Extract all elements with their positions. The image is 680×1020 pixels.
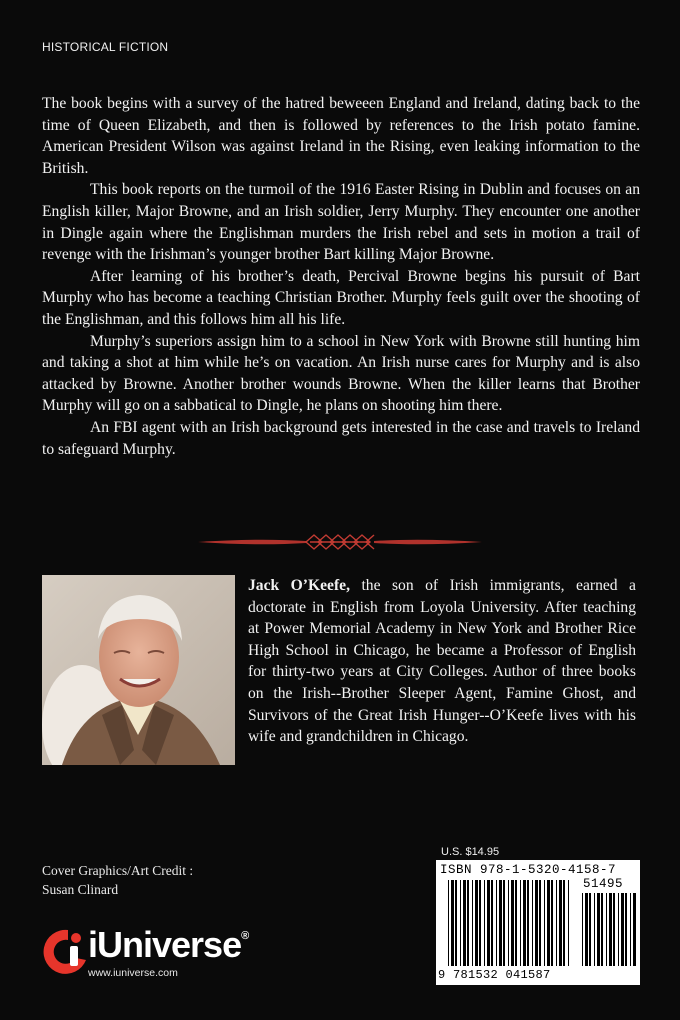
art-credit — [42, 861, 193, 899]
price-label: U.S. $14.95 — [441, 846, 500, 858]
description-paragraph: Murphy’s superiors assign him to a school in New York with Browne still hunting him and taking a shot at him while he’s on vacation. An Irish nurse cares for Murphy and is also attacked by Browne. Another brother wounds Browne. When the killer learns that Brother Murphy will go on a sabbatical to Dingle, he plans on shooting him there. — [42, 332, 640, 415]
author-photo — [42, 575, 235, 765]
ornamental-divider — [198, 532, 482, 552]
author-bio-text: the son of Irish immigrants, earned a doctorate in English from Loyola University. After teaching at Power Memorial Academy in New York and Brother Rice High School in Chicago, he became a Professor of English for thirty-two years at City Colleges. Author of three books on the Irish--Brother Sleeper Agent, Famine Ghost, and Survivors of the Great Irish Hunger--O’Keefe lives with his wife and grandchildren in Chicago. — [248, 577, 636, 746]
book-description — [42, 93, 640, 460]
description-paragraph: After learning of his brother’s death, Percival Browne begins his pursuit of Bart Murphy who has become a teaching Christian Brother. Murphy feels guilt over the shooting of the Englishman, and this follows him all his life. — [42, 267, 640, 328]
art-credit-label: Cover Graphics/Art Credit : — [42, 863, 194, 878]
iuniverse-swirl-icon — [42, 926, 88, 976]
description-paragraph: The book begins with a survey of the hatred beweeen England and Ireland, dating back to the time of Queen Elizabeth, and then is followed by references to the Irish potato famine. American President Wilson was against Ireland in the Rising, even leaking information to the British. — [42, 95, 640, 177]
publisher-logo — [42, 922, 282, 984]
art-credit-name: Susan Clinard — [42, 882, 119, 897]
isbn-text: ISBN 978-1-5320-4158-7 — [440, 863, 617, 877]
author-bio — [248, 575, 636, 748]
ean-digits: 9 781532 041587 — [438, 968, 551, 982]
author-name: Jack O’Keefe, — [248, 577, 350, 594]
publisher-name: iUniverse® — [88, 924, 249, 965]
description-paragraph: This book reports on the turmoil of the 1916 Easter Rising in Dublin and focuses on an English killer, Major Browne, and an Irish soldier, Jerry Murphy. They encounter one another in Dingle again where the Englishman murders the Irish rebel and sets in motion a trail of revenge with the Irishman’s younger brother Bart killing Major Browne. — [42, 181, 640, 264]
price-addon-digits: 51495 — [583, 877, 624, 891]
publisher-url: www.iuniverse.com — [88, 967, 178, 979]
genre-label: HISTORICAL FICTION — [42, 40, 169, 54]
description-paragraph: An FBI agent with an Irish background gets interested in the case and travels to Ireland to safeguard Murphy. — [42, 418, 640, 458]
isbn-barcode — [436, 860, 640, 985]
